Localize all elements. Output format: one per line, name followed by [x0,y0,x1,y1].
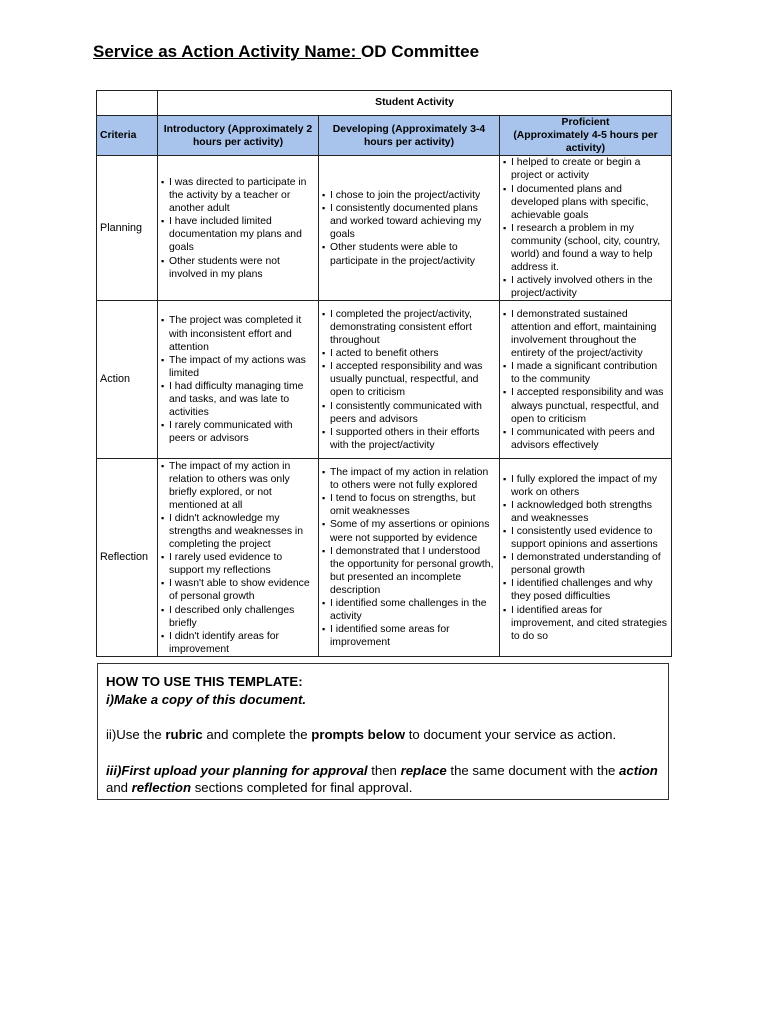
spacer [106,744,660,762]
list-item: ▪ I rarely communicated with peers or advisors [161,419,315,445]
table-row [97,156,672,301]
list-item: ▪ I demonstrated understanding of personal growth [503,551,668,577]
list-item: ▪ I demonstrated that I understood the opportunity for personal growth, but presented an incomplete description [322,545,496,597]
list-item: ▪ I didn't acknowledge my strengths and weaknesses in completing the project [161,512,315,551]
list-item: ▪ The impact of my actions was limited [161,354,315,380]
step-2-rubric-emphasis: rubric [165,727,203,742]
criteria-planning: Planning [97,156,158,301]
list-item: ▪ I acted to benefit others [322,347,496,360]
planning-proficient-cell [500,156,672,301]
step-3-replace-emphasis: replace [400,762,447,778]
list-item: ▪ Other students were able to participate in the project/activity [322,241,496,267]
list-item: ▪ I was directed to participate in the activity by a teacher or another adult [161,176,315,215]
list-item: ▪ I consistently documented plans and worked toward achieving my goals [322,202,496,241]
list-item: ▪ I accepted responsibility and was always punctual, respectful, and open to criticism [503,386,668,425]
list-item: ▪ I made a significant contribution to the community [503,360,668,386]
instructions-heading: HOW TO USE THIS TEMPLATE: [106,674,303,689]
list-item: ▪ Other students were not involved in my plans [161,255,315,281]
list-item: ▪ I tend to focus on strengths, but omit weaknesses [322,492,496,518]
rubric-table [96,90,672,657]
reflection-introductory-cell [158,459,319,657]
step-3-text: sections completed for final approval. [191,780,413,795]
list-item: ▪ The project was completed it with inconsistent effort and attention [161,314,315,353]
list-item: ▪ I wasn't able to show evidence of personal growth [161,577,315,603]
planning-developing-cell [319,156,500,301]
reflection-developing-cell [319,459,500,657]
proficient-header-text: Proficient (Approximately 4-5 hours per activity) [513,117,658,155]
list-item: ▪ I helped to create or begin a project or activity [503,156,668,182]
list-item: ▪ I rarely used evidence to support my reflections [161,551,315,577]
list-item: ▪ I accepted responsibility and was usually punctual, respectful, and open to criticism [322,360,496,399]
list-item: ▪ The impact of my action in relation to others were not fully explored [322,466,496,492]
planning-introductory-cell [158,156,319,301]
blank-corner-cell [97,91,158,116]
list-item: ▪ I research a problem in my community (school, city, country, world) and found a way to help address it. [503,222,668,274]
step-2-text: to document your service as action. [405,727,617,742]
list-item: ▪ I demonstrated sustained attention and effort, maintaining involvement throughout the entirety of the project/activity [503,308,668,360]
proficient-header [500,116,672,156]
list-item: ▪ I acknowledged both strengths and weaknesses [503,499,668,525]
instruction-step-1: i)Make a copy of this document. [106,691,307,707]
list-item: ▪ I consistently communicated with peers and advisors [322,400,496,426]
page-title-prefix: Service as Action Activity Name: [93,42,362,61]
step-3-emphasis: iii)First upload your planning for approval [106,762,368,778]
step-2-text: and complete the [202,727,312,742]
rubric-group-header-row [97,91,672,116]
student-activity-header: Student Activity [158,91,672,116]
criteria-reflection: Reflection [97,459,158,657]
list-item: ▪ I supported others in their efforts with the project/activity [322,426,496,452]
list-item: ▪ I have included limited documentation my plans and goals [161,215,315,254]
list-item: ▪ I communicated with peers and advisors effectively [503,426,668,452]
list-item: ▪ The impact of my action in relation to others was only briefly explored, or not mentioned at all [161,460,315,512]
step-3-text: the same document with the [446,762,620,778]
table-row [97,301,672,459]
activity-name: OD Committee [361,42,480,61]
criteria-header: Criteria [97,116,158,156]
developing-header: Developing (Approximately 3-4 hours per activity) [319,116,500,156]
list-item: ▪ I fully explored the impact of my work on others [503,473,668,499]
step-3-text: and [106,780,132,795]
action-proficient-cell [500,301,672,459]
introductory-header: Introductory (Approximately 2 hours per activity) [158,116,319,156]
instruction-step-2 [106,726,660,744]
step-3-action-emphasis: action [619,762,658,778]
list-item: ▪ Some of my assertions or opinions were not supported by evidence [322,518,496,544]
reflection-proficient-cell [500,459,672,657]
list-item: ▪ I chose to join the project/activity [322,189,496,202]
list-item: ▪ I completed the project/activity, demonstrating consistent effort throughout [322,308,496,347]
step-2-prompts-emphasis: prompts below [311,727,406,742]
list-item: ▪ I described only challenges briefly [161,604,315,630]
instruction-step-3 [106,762,660,797]
list-item: ▪ I didn't identify areas for improvement [161,630,315,656]
step-3-text: then [367,762,401,778]
table-row [97,459,672,657]
action-developing-cell [319,301,500,459]
step-2-text: ii)Use the [106,727,166,742]
list-item: ▪ I identified areas for improvement, and cited strategies to do so [503,604,668,643]
page-title [93,42,479,62]
list-item: ▪ I identified some challenges in the activity [322,597,496,623]
list-item: ▪ I identified challenges and why they posed difficulties [503,577,668,603]
list-item: ▪ I actively involved others in the project/activity [503,274,668,300]
list-item: ▪ I documented plans and developed plans with specific, achievable goals [503,183,668,222]
list-item: ▪ I had difficulty managing time and tasks, and was late to activities [161,380,315,419]
step-3-reflection-emphasis: reflection [131,780,192,795]
rubric-column-header-row [97,116,672,156]
spacer [106,708,660,726]
action-introductory-cell [158,301,319,459]
criteria-action: Action [97,301,158,459]
list-item: ▪ I consistently used evidence to support opinions and assertions [503,525,668,551]
instructions-box [97,663,669,800]
list-item: ▪ I identified some areas for improvement [322,623,496,649]
